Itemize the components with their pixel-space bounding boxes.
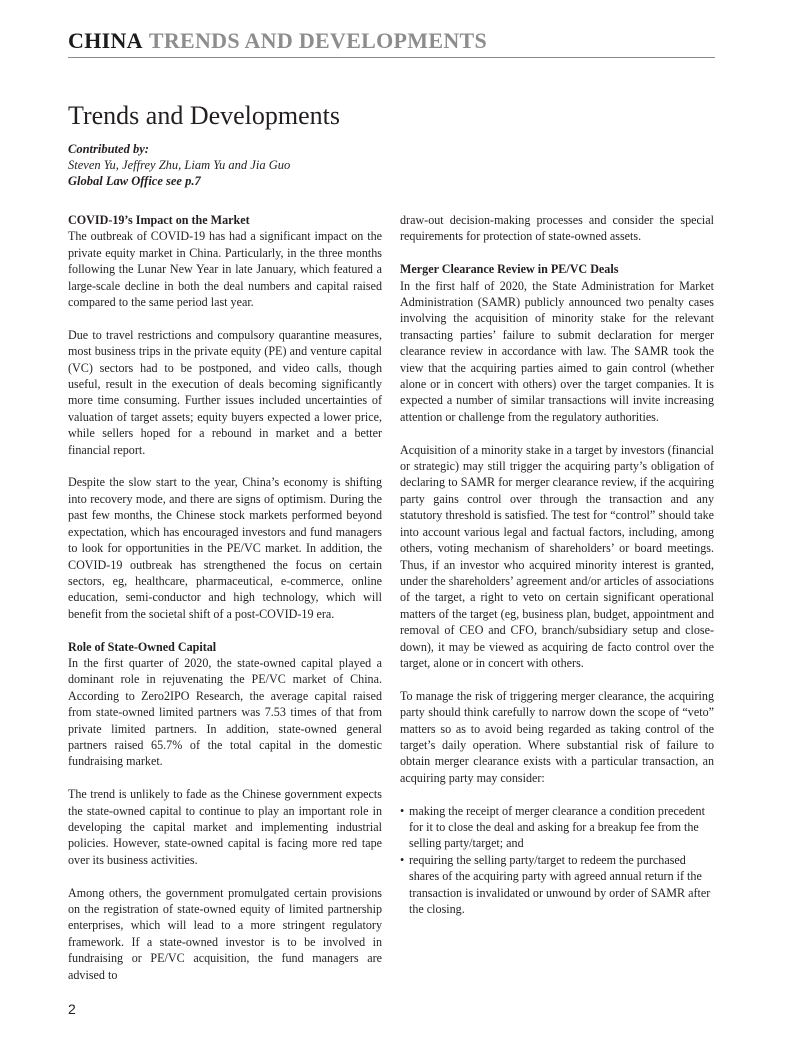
paragraph: The trend is unlikely to fade as the Chinese government expects the state-owned capital to continue to play an important role in developing the capital market and implementing industrial policies. However, state-owned capital is facing more red tape over its business activities. — [68, 787, 382, 867]
header-section: TRENDS AND DEVELOPMENTS — [148, 28, 488, 53]
paragraph: The outbreak of COVID-19 has had a significant impact on the private equity market in China. Particularly, in the three months following the Lunar New Year in late January, which featured a large-scale decline in both the deal numbers and capital raised compared to the same period last year. — [68, 229, 382, 310]
right-column — [400, 212, 714, 917]
section-heading-state-owned: Role of State-Owned Capital — [68, 639, 217, 654]
contributors-block — [68, 141, 468, 189]
paragraph: Among others, the government promulgated certain provisions on the registration of state-owned equity of limited partnership enterprises, which will lead to a more stringent regulatory framework. If a state-owned investor is to be involved in fundraising or PE/VC acquisition, the fund managers are advised to — [68, 885, 382, 982]
running-header — [68, 28, 715, 58]
paragraph: In the first quarter of 2020, the state-owned capital played a dominant role in rejuvenating the PE/VC market of China. According to Zero2IPO Research, the average capital raised from state-owned limited partners was 7.53 times of that from private limited partners. In addition, state-owned general partners raised 65.7% of the total capital in the domestic fundraising market. — [68, 655, 382, 769]
list-item: • making the receipt of merger clearance a condition precedent for it to close the deal and asking for a breakup fee from the selling party/target; and — [400, 803, 714, 852]
list-item: • requiring the selling party/target to redeem the purchased shares of the acquiring party with agreed annual return if the transaction is invalidated or unwound by order of SAMR after the closing. — [400, 852, 714, 918]
contributors-firm: Global Law Office see p.7 — [68, 174, 201, 188]
contributors-names: Steven Yu, Jeffrey Zhu, Liam Yu and Jia Guo — [68, 158, 291, 172]
paragraph: In the first half of 2020, the State Administration for Market Administration (SAMR) publicly announced two penalty cases involving the acquisition of minority stake for the relevant transacting parties’ failure to submit declaration for merger clearance review in accordance with law. The SAMR took the view that the acquiring parties aimed to gain control (whether alone or in concert with others) over the target companies. It is expected a number of similar transactions will invite increasing attention or challenge from the regulatory authorities. — [400, 278, 714, 424]
paragraph: Despite the slow start to the year, China’s economy is shifting into recovery mode, and there are signs of optimism. During the past few months, the Chinese stock markets performed beyond expectation, which has encouraged investors and fund managers to look for opportunities in the PE/VC market. In addition, the COVID-19 outbreak has strengthened the focus on certain sectors, eg, healthcare, pharmaceutical, e-commerce, online education, semi-conductor and high technology, which will benefit from the societal shift of a post-COVID-19 era. — [68, 475, 382, 621]
left-column — [68, 212, 382, 999]
bullet-list — [400, 803, 714, 918]
paragraph: To manage the risk of triggering merger clearance, the acquiring party should think carefully to narrow down the scope of “veto” matters so as to avoid being regarded as taking control of the target’s daily operation. Where substantial risk of failure to obtain merger clearance exists with a particular transaction, an acquiring party may consider: — [400, 688, 714, 785]
header-country: CHINA — [68, 28, 143, 53]
contributors-label: Contributed by: — [68, 142, 149, 156]
section-heading-merger-clearance: Merger Clearance Review in PE/VC Deals — [400, 262, 619, 277]
paragraph: Due to travel restrictions and compulsory quarantine measures, most business trips in the private equity (PE) and venture capital (VC) sectors had to be postponed, and video calls, though useful, result in the execution of deals becoming significantly more time consuming. Further issues included uncertainties of valuation of target assets; equity buyers expected a lower price, while sellers hoped for a rebound in market and a better financial report. — [68, 327, 382, 457]
paragraph: Acquisition of a minority stake in a target by investors (financial or strategic) may still trigger the acquiring party’s obligation of declaring to SAMR for merger clearance review, if the acquiring party gains control over through the transaction and any statutory threshold is satisfied. The test for “control” should take into account various legal and factual factors, including, among others, voting mechanism of shareholders’ or board meetings. Thus, if an investor who acquired minority interest is granted, under the shareholders’ agreement and/or articles of associations of the target, a right to veto on certain significant operational matters of the target (eg, business plan, budget, appointment and removal of CEO and CFO, branch/subsidiary setup and close-down), it may be viewed as acquiring de facto control over the target, alone or in concert with others. — [400, 442, 714, 670]
paragraph: draw-out decision-making processes and consider the special requirements for protection of state-owned assets. — [400, 213, 714, 244]
page-number: 2 — [68, 1001, 76, 1017]
section-heading-covid: COVID-19’s Impact on the Market — [68, 213, 250, 227]
page-title: Trends and Developments — [68, 101, 341, 130]
